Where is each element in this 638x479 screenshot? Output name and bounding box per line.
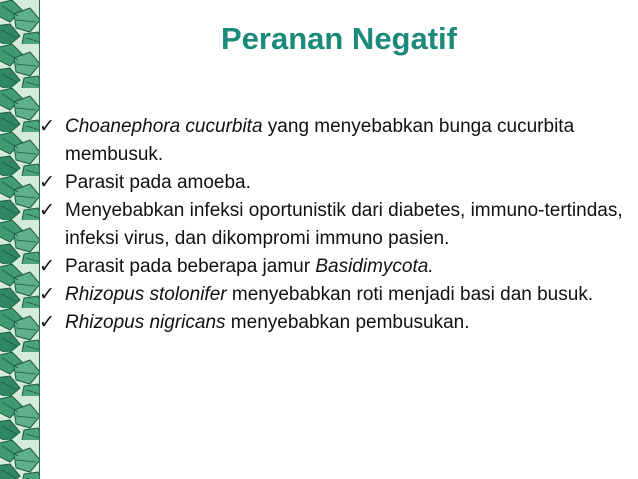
bullet-text: yang menyebabkan bunga cucurbita membusuk. <box>65 116 575 165</box>
bullet-italic: Rhizopus stolonifer <box>65 284 227 305</box>
check-icon: ✓ <box>39 200 55 221</box>
bullet-item-6 <box>36 309 626 337</box>
bullet-item-5 <box>36 281 626 309</box>
check-icon: ✓ <box>39 172 55 193</box>
bullet-item-2 <box>36 169 626 197</box>
check-icon: ✓ <box>39 312 55 333</box>
slide-title: Peranan Negatif <box>220 21 457 56</box>
check-icon: ✓ <box>39 116 55 137</box>
check-icon: ✓ <box>39 284 55 305</box>
bullet-text: menyebabkan roti menjadi basi dan busuk. <box>226 284 594 305</box>
decorative-leaf-border <box>0 0 40 479</box>
bullet-italic: Rhizopus nigricans <box>65 312 226 333</box>
bullet-text: Menyebabkan infeksi oportunistik dari diabetes, immuno-tertindas, infeksi virus, dan dikompromi immuno pasien. <box>65 200 623 249</box>
bullet-italic: Basidimycota. <box>315 256 434 277</box>
bullet-item-1 <box>36 113 626 169</box>
bullet-item-3 <box>36 197 626 253</box>
bullet-text: Parasit pada beberapa jamur <box>65 256 316 277</box>
bullet-italic: Choanephora cucurbita <box>65 116 263 137</box>
check-icon: ✓ <box>39 256 55 277</box>
bullet-text: menyebabkan pembusukan. <box>225 312 470 333</box>
bullet-list <box>36 113 626 337</box>
bullet-text: Parasit pada amoeba. <box>65 172 251 193</box>
bullet-item-4 <box>36 253 626 281</box>
